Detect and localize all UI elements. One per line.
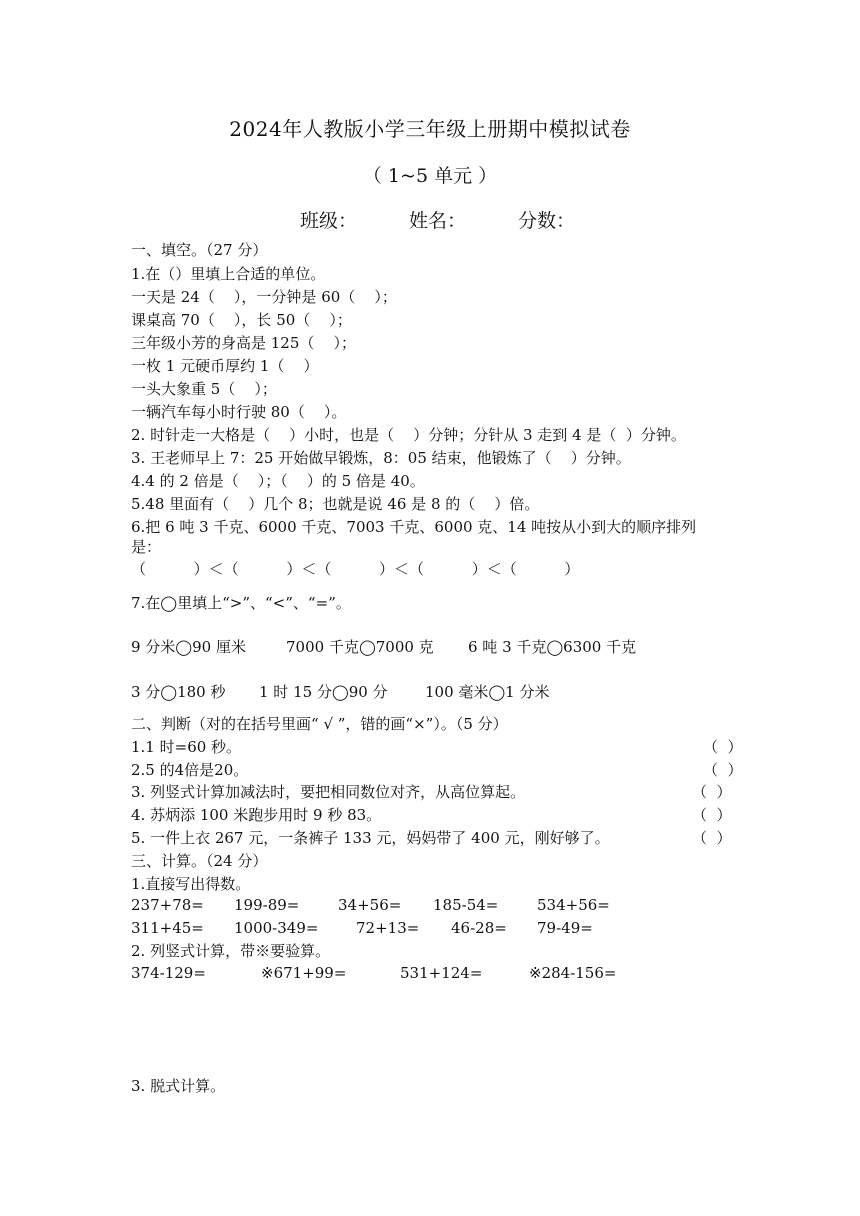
compare-item: 100 毫米◯1 分米: [425, 683, 550, 701]
calc-item: 534+56=: [537, 896, 610, 914]
section1-line: 5.48 里面有（ ）几个 8；也就是说 46 是 8 的（ ）倍。: [131, 495, 540, 513]
section1-heading: 一、填空。（27 分）: [131, 241, 268, 259]
calc-item: 1000-349=: [234, 919, 319, 937]
judge-item: 1.1 时=60 秒。: [131, 738, 242, 756]
calc-item: 34+56=: [338, 896, 402, 914]
calc-item: 185-54=: [433, 896, 499, 914]
compare-item: 9 分米◯90 厘米: [131, 638, 246, 656]
judge-answer-blank: （ ）: [692, 806, 732, 824]
section3-sub: 3. 脱式计算。: [131, 1077, 226, 1095]
judge-item: 2.5 的4倍是20。: [131, 761, 249, 779]
page-title: 2024年人教版小学三年级上册期中模拟试卷: [229, 117, 631, 141]
calc-item: 72+13=: [356, 919, 420, 937]
judge-answer-blank: （ ）: [692, 829, 732, 847]
judge-answer-blank: （ ）: [703, 738, 743, 756]
section1-line: 三年级小芳的身高是 125（ ）；: [131, 334, 356, 352]
compare-item: 1 时 15 分◯90 分: [259, 683, 388, 701]
calc-item: ※671+99=: [261, 964, 347, 982]
section1-line: 是：: [131, 538, 162, 556]
section3-heading: 三、计算。（24 分）: [131, 852, 268, 870]
section1-line: 3. 王老师早上 7：25 开始做早锻炼，8：05 结束，他锻炼了（ ）分钟。: [131, 449, 631, 467]
compare-item: 3 分◯180 秒: [131, 683, 226, 701]
calc-item: 79-49=: [537, 919, 593, 937]
section1-line: 6.把 6 吨 3 千克、6000 千克、7003 千克、6000 克、14 吨按从小到大的顺序排列: [131, 518, 697, 536]
section1-line: 7.在◯里填上“>”、“<”、“=”。: [131, 594, 351, 612]
section1-line: 一头大象重 5（ ）；: [131, 380, 277, 398]
calc-item: 199-89=: [234, 896, 300, 914]
judge-item: 4. 苏炳添 100 米跑步用时 9 秒 83。: [131, 806, 382, 824]
compare-item: 6 吨 3 千克◯6300 千克: [468, 638, 637, 656]
name-field: 姓名：: [409, 210, 467, 232]
judge-answer-blank: （ ）: [692, 783, 732, 801]
calc-item: 374-129=: [131, 964, 206, 982]
calc-item: 46-28=: [451, 919, 507, 937]
calc-item: 237+78=: [131, 896, 204, 914]
section1-line: 一天是 24（ ），一分钟是 60（ ）；: [131, 288, 397, 306]
section1-line: 课桌高 70（ ），长 50（ ）；: [131, 311, 352, 329]
calc-item: 311+45=: [131, 919, 204, 937]
score-field: 分数：: [518, 210, 576, 232]
judge-item: 5. 一件上衣 267 元，一条裤子 133 元，妈妈带了 400 元，刚好够了。: [131, 829, 610, 847]
section3-sub: 2. 列竖式计算，带※要验算。: [131, 942, 331, 960]
calc-item: ※284-156=: [529, 964, 617, 982]
section1-line: 一枚 1 元硬币厚约 1（ ）: [131, 357, 319, 375]
student-info: [300, 206, 627, 233]
vertical-calc-row: [131, 963, 617, 1083]
judge-item: 3. 列竖式计算加减法时，要把相同数位对齐，从高位算起。: [131, 783, 526, 801]
section1-line: 1.在（）里填上合适的单位。: [131, 265, 326, 283]
calc-item: 531+124=: [400, 964, 483, 982]
section1-line: 2. 时针走一大格是（ ）小时，也是（ ）分钟；分针从 3 走到 4 是（ ）分钟。: [131, 426, 686, 444]
section2-heading: 二、判断（对的在括号里画“ √ ”，错的画“×”）。（5 分）: [131, 715, 508, 733]
order-blanks: （ ）＜（ ）＜（ ）＜（ ）＜（ ）: [131, 560, 580, 578]
section1-line: 一辆汽车每小时行驶 80（ ）。: [131, 403, 347, 421]
judge-answer-blank: （ ）: [703, 761, 743, 779]
section3-sub: 1.直接写出得数。: [131, 875, 251, 893]
page-subtitle: （ 1~5 单元 ）: [362, 165, 498, 187]
section1-line: 4.4 的 2 倍是（ ）；（ ）的 5 倍是 40。: [131, 472, 425, 490]
compare-item: 7000 千克◯7000 克: [286, 638, 434, 656]
class-field: 班级：: [300, 210, 358, 232]
